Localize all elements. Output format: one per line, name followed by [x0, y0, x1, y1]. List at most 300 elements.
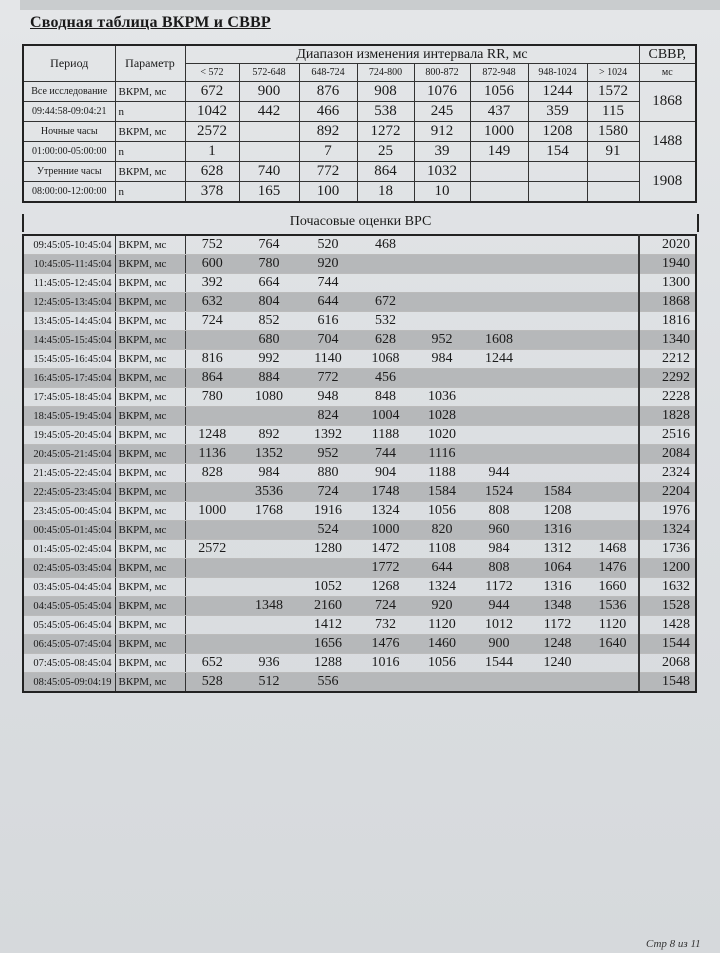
hourly-value: 1412: [299, 616, 357, 635]
hourly-value: [414, 293, 470, 312]
hourly-svvr: 1632: [639, 578, 696, 597]
summary-value: 2572: [185, 122, 239, 142]
hourly-value: [587, 331, 639, 350]
hourly-param: ВКРМ, мс: [115, 654, 185, 673]
hourly-value: 780: [185, 388, 239, 407]
summary-value: 100: [299, 182, 357, 203]
hourly-row: [23, 616, 696, 635]
hourly-value: 952: [299, 445, 357, 464]
hourly-row: [23, 578, 696, 597]
hourly-svvr: 1816: [639, 312, 696, 331]
hourly-row: [23, 597, 696, 616]
hourly-value: [528, 255, 587, 274]
hourly-value: 1280: [299, 540, 357, 559]
hourly-period: 20:45:05-21:45:04: [23, 445, 115, 464]
hourly-value: 920: [299, 255, 357, 274]
hourly-param: ВКРМ, мс: [115, 350, 185, 369]
hourly-period: 01:45:05-02:45:04: [23, 540, 115, 559]
summary-value: 39: [414, 142, 470, 162]
hourly-value: [587, 235, 639, 255]
hourly-row: [23, 673, 696, 693]
summary-row: [23, 182, 696, 203]
hourly-value: 772: [299, 369, 357, 388]
hourly-value: 820: [414, 521, 470, 540]
hourly-value: 1472: [357, 540, 414, 559]
hourly-svvr: 1528: [639, 597, 696, 616]
hourly-value: [470, 426, 528, 445]
hourly-value: [470, 293, 528, 312]
hourly-period: 22:45:05-23:45:04: [23, 483, 115, 502]
hourly-value: 1120: [414, 616, 470, 635]
hourly-value: [587, 464, 639, 483]
hourly-value: [470, 369, 528, 388]
hourly-value: 880: [299, 464, 357, 483]
hourly-row: [23, 654, 696, 673]
hourly-period: 02:45:05-03:45:04: [23, 559, 115, 578]
hourly-value: 556: [299, 673, 357, 693]
hourly-svvr: 2324: [639, 464, 696, 483]
hourly-value: 1172: [528, 616, 587, 635]
hourly-period: 04:45:05-05:45:04: [23, 597, 115, 616]
hourly-value: 1584: [414, 483, 470, 502]
hourly-value: 704: [299, 331, 357, 350]
hourly-value: 1208: [528, 502, 587, 521]
hourly-value: [185, 616, 239, 635]
hourly-value: 944: [470, 597, 528, 616]
hourly-svvr: 1976: [639, 502, 696, 521]
hourly-value: 1000: [185, 502, 239, 521]
hourly-value: 1240: [528, 654, 587, 673]
hourly-period: 10:45:05-11:45:04: [23, 255, 115, 274]
hourly-param: ВКРМ, мс: [115, 483, 185, 502]
summary-row: [23, 82, 696, 102]
page-title: Сводная таблица ВКРМ и СВВР: [30, 14, 271, 31]
hourly-value: 1036: [414, 388, 470, 407]
hourly-value: [185, 635, 239, 654]
hourly-value: 984: [470, 540, 528, 559]
group-name: Все исследование: [23, 82, 115, 102]
summary-value: 25: [357, 142, 414, 162]
hourly-value: [587, 521, 639, 540]
hourly-svvr: 2292: [639, 369, 696, 388]
hourly-row: [23, 235, 696, 255]
hourly-value: [587, 293, 639, 312]
hourly-period: 08:45:05-09:04:19: [23, 673, 115, 693]
hourly-row: [23, 464, 696, 483]
hourly-value: 936: [239, 654, 299, 673]
hourly-value: 456: [357, 369, 414, 388]
hourly-value: 1140: [299, 350, 357, 369]
hourly-value: [587, 502, 639, 521]
hourly-value: 1312: [528, 540, 587, 559]
param-label: ВКРМ, мс: [115, 82, 185, 102]
hourly-value: 744: [357, 445, 414, 464]
hourly-value: 1660: [587, 578, 639, 597]
hourly-param: ВКРМ, мс: [115, 521, 185, 540]
hourly-svvr: 2068: [639, 654, 696, 673]
hourly-value: 1108: [414, 540, 470, 559]
hourly-value: 1056: [414, 502, 470, 521]
hourly-param: ВКРМ, мс: [115, 445, 185, 464]
hourly-value: 1064: [528, 559, 587, 578]
hourly-value: [587, 407, 639, 426]
hourly-param: ВКРМ, мс: [115, 578, 185, 597]
hourly-value: 1468: [587, 540, 639, 559]
hourly-svvr: 1868: [639, 293, 696, 312]
header-range-title: Диапазон изменения интервала RR, мс: [185, 45, 639, 64]
hourly-value: 1120: [587, 616, 639, 635]
hourly-value: [299, 559, 357, 578]
hourly-value: 600: [185, 255, 239, 274]
summary-value: [528, 182, 587, 203]
summary-value: 10: [414, 182, 470, 203]
summary-value: 1: [185, 142, 239, 162]
hourly-value: 664: [239, 274, 299, 293]
hourly-value: 1324: [357, 502, 414, 521]
hourly-value: 1316: [528, 578, 587, 597]
hourly-value: [470, 445, 528, 464]
summary-value: 912: [414, 122, 470, 142]
hourly-value: 864: [185, 369, 239, 388]
hourly-svvr: 2084: [639, 445, 696, 464]
header-svvr-unit: мс: [639, 64, 696, 82]
hourly-svvr: 2516: [639, 426, 696, 445]
hourly-period: 11:45:05-12:45:04: [23, 274, 115, 293]
param-label: ВКРМ, мс: [115, 162, 185, 182]
group-time: 09:44:58-09:04:21: [23, 102, 115, 122]
group-time: 01:00:00-05:00:00: [23, 142, 115, 162]
group-name: Ночные часы: [23, 122, 115, 142]
hourly-value: [587, 445, 639, 464]
summary-value: [528, 162, 587, 182]
hourly-value: 1000: [357, 521, 414, 540]
hourly-svvr: 1940: [639, 255, 696, 274]
hourly-value: [357, 673, 414, 693]
hourly-value: [587, 312, 639, 331]
hourly-period: 14:45:05-15:45:04: [23, 331, 115, 350]
hourly-row: [23, 312, 696, 331]
hourly-period: 15:45:05-16:45:04: [23, 350, 115, 369]
hourly-section-title: Почасовые оценки ВРС: [22, 214, 699, 232]
hourly-value: 816: [185, 350, 239, 369]
hourly-value: [185, 331, 239, 350]
hourly-value: 984: [239, 464, 299, 483]
hourly-row: [23, 502, 696, 521]
hourly-param: ВКРМ, мс: [115, 426, 185, 445]
hourly-value: 468: [357, 235, 414, 255]
hourly-param: ВКРМ, мс: [115, 540, 185, 559]
hourly-row: [23, 407, 696, 426]
summary-row: [23, 142, 696, 162]
hourly-period: 23:45:05-00:45:04: [23, 502, 115, 521]
hourly-value: [185, 597, 239, 616]
hourly-value: [587, 388, 639, 407]
summary-value: 1580: [587, 122, 639, 142]
hourly-value: 1248: [185, 426, 239, 445]
hourly-value: 632: [185, 293, 239, 312]
hourly-param: ВКРМ, мс: [115, 388, 185, 407]
hourly-value: 952: [414, 331, 470, 350]
hourly-value: [528, 350, 587, 369]
hourly-value: 824: [299, 407, 357, 426]
hourly-value: 1188: [357, 426, 414, 445]
hourly-value: 1584: [528, 483, 587, 502]
hourly-value: 644: [299, 293, 357, 312]
hourly-param: ВКРМ, мс: [115, 369, 185, 388]
hourly-value: [587, 274, 639, 293]
hourly-value: 1268: [357, 578, 414, 597]
hourly-value: [470, 235, 528, 255]
hourly-value: 1524: [470, 483, 528, 502]
hourly-value: [414, 255, 470, 274]
summary-row: [23, 162, 696, 182]
summary-value: 7: [299, 142, 357, 162]
hourly-value: 724: [185, 312, 239, 331]
summary-value: 1272: [357, 122, 414, 142]
hourly-row: [23, 635, 696, 654]
hourly-value: 1392: [299, 426, 357, 445]
hourly-value: 2160: [299, 597, 357, 616]
header-param: Параметр: [115, 45, 185, 82]
hourly-svvr: 1544: [639, 635, 696, 654]
hourly-param: ВКРМ, мс: [115, 274, 185, 293]
hourly-row: [23, 293, 696, 312]
group-svvr: 1488: [639, 122, 696, 162]
hourly-row: [23, 369, 696, 388]
hourly-row: [23, 388, 696, 407]
hourly-value: 948: [299, 388, 357, 407]
hourly-row: [23, 483, 696, 502]
summary-value: 1032: [414, 162, 470, 182]
hourly-value: 848: [357, 388, 414, 407]
hourly-row: [23, 350, 696, 369]
group-svvr: 1908: [639, 162, 696, 203]
hourly-value: 680: [239, 331, 299, 350]
hourly-value: 520: [299, 235, 357, 255]
summary-value: 876: [299, 82, 357, 102]
hourly-value: 644: [414, 559, 470, 578]
hourly-value: 904: [357, 464, 414, 483]
summary-value: 772: [299, 162, 357, 182]
hourly-value: [239, 521, 299, 540]
hourly-value: 1476: [587, 559, 639, 578]
hourly-value: [239, 559, 299, 578]
hourly-param: ВКРМ, мс: [115, 559, 185, 578]
hourly-value: 1080: [239, 388, 299, 407]
hourly-value: [587, 673, 639, 693]
hourly-row: [23, 426, 696, 445]
hourly-period: 21:45:05-22:45:04: [23, 464, 115, 483]
hourly-value: 944: [470, 464, 528, 483]
hourly-period: 19:45:05-20:45:04: [23, 426, 115, 445]
hourly-value: 392: [185, 274, 239, 293]
hourly-value: [239, 540, 299, 559]
param-label: ВКРМ, мс: [115, 122, 185, 142]
hourly-param: ВКРМ, мс: [115, 635, 185, 654]
hourly-value: [528, 235, 587, 255]
hourly-value: [414, 274, 470, 293]
hourly-svvr: 1548: [639, 673, 696, 693]
range-header: 648-724: [299, 64, 357, 82]
summary-value: 359: [528, 102, 587, 122]
range-header: 800-872: [414, 64, 470, 82]
summary-header-row: [23, 45, 696, 64]
hourly-period: 03:45:05-04:45:04: [23, 578, 115, 597]
hourly-value: 1772: [357, 559, 414, 578]
hourly-value: [528, 426, 587, 445]
hourly-value: 892: [239, 426, 299, 445]
range-header: 872-948: [470, 64, 528, 82]
summary-value: [239, 142, 299, 162]
range-header: 724-800: [357, 64, 414, 82]
summary-row: [23, 122, 696, 142]
summary-value: 908: [357, 82, 414, 102]
hourly-value: 2572: [185, 540, 239, 559]
hourly-value: [414, 673, 470, 693]
hourly-period: 16:45:05-17:45:04: [23, 369, 115, 388]
hourly-row: [23, 331, 696, 350]
hourly-value: [414, 312, 470, 331]
hourly-svvr: 2204: [639, 483, 696, 502]
hourly-value: 764: [239, 235, 299, 255]
hourly-value: 804: [239, 293, 299, 312]
hourly-value: [587, 350, 639, 369]
header-svvr: СВВР,: [639, 45, 696, 64]
hourly-value: 1016: [357, 654, 414, 673]
hourly-value: [414, 235, 470, 255]
summary-value: [470, 162, 528, 182]
hourly-period: 12:45:05-13:45:04: [23, 293, 115, 312]
hourly-svvr: 1828: [639, 407, 696, 426]
hourly-value: [470, 673, 528, 693]
hourly-value: 616: [299, 312, 357, 331]
hourly-value: [185, 407, 239, 426]
hourly-value: [528, 369, 587, 388]
hourly-svvr: 2020: [639, 235, 696, 255]
range-header: < 572: [185, 64, 239, 82]
summary-value: 378: [185, 182, 239, 203]
hourly-value: 1116: [414, 445, 470, 464]
summary-value: 245: [414, 102, 470, 122]
hourly-value: 900: [470, 635, 528, 654]
hourly-value: 1248: [528, 635, 587, 654]
hourly-param: ВКРМ, мс: [115, 331, 185, 350]
hourly-value: 1460: [414, 635, 470, 654]
summary-value: 1208: [528, 122, 587, 142]
hourly-value: [239, 578, 299, 597]
page-top-edge: [20, 0, 720, 10]
hourly-value: [528, 293, 587, 312]
summary-value: 864: [357, 162, 414, 182]
hourly-value: [587, 369, 639, 388]
hourly-value: 1768: [239, 502, 299, 521]
hourly-param: ВКРМ, мс: [115, 464, 185, 483]
hourly-row: [23, 521, 696, 540]
hourly-value: 1608: [470, 331, 528, 350]
summary-table: [22, 44, 697, 203]
hourly-value: 992: [239, 350, 299, 369]
hourly-value: 884: [239, 369, 299, 388]
hourly-period: 07:45:05-08:45:04: [23, 654, 115, 673]
hourly-value: 1288: [299, 654, 357, 673]
hourly-value: 1012: [470, 616, 528, 635]
hourly-value: 852: [239, 312, 299, 331]
hourly-value: 920: [414, 597, 470, 616]
hourly-value: 1476: [357, 635, 414, 654]
hourly-svvr: 1428: [639, 616, 696, 635]
summary-value: 115: [587, 102, 639, 122]
hourly-value: [357, 274, 414, 293]
hourly-period: 18:45:05-19:45:04: [23, 407, 115, 426]
hourly-value: 724: [299, 483, 357, 502]
hourly-period: 06:45:05-07:45:04: [23, 635, 115, 654]
hourly-value: 1348: [528, 597, 587, 616]
hourly-param: ВКРМ, мс: [115, 597, 185, 616]
group-time: 08:00:00-12:00:00: [23, 182, 115, 203]
hourly-value: [414, 369, 470, 388]
hourly-row: [23, 274, 696, 293]
hourly-param: ВКРМ, мс: [115, 255, 185, 274]
summary-value: [587, 162, 639, 182]
param-label: n: [115, 102, 185, 122]
hourly-value: [239, 407, 299, 426]
hourly-value: 1916: [299, 502, 357, 521]
summary-value: 1244: [528, 82, 587, 102]
hourly-value: 1068: [357, 350, 414, 369]
summary-value: 740: [239, 162, 299, 182]
hourly-value: 528: [185, 673, 239, 693]
hourly-value: 1544: [470, 654, 528, 673]
hourly-value: 724: [357, 597, 414, 616]
hourly-value: [470, 274, 528, 293]
hourly-value: 780: [239, 255, 299, 274]
page-number: Стр 8 из 11: [646, 938, 701, 950]
summary-value: 466: [299, 102, 357, 122]
range-header: 948-1024: [528, 64, 587, 82]
hourly-period: 17:45:05-18:45:04: [23, 388, 115, 407]
hourly-value: 1188: [414, 464, 470, 483]
hourly-value: [587, 483, 639, 502]
hourly-value: [528, 445, 587, 464]
hourly-value: 672: [357, 293, 414, 312]
hourly-value: [470, 312, 528, 331]
hourly-param: ВКРМ, мс: [115, 673, 185, 693]
hourly-value: 512: [239, 673, 299, 693]
hourly-value: [470, 407, 528, 426]
hourly-svvr: 2228: [639, 388, 696, 407]
hourly-svvr: 2212: [639, 350, 696, 369]
hourly-value: [470, 255, 528, 274]
hourly-value: 984: [414, 350, 470, 369]
hourly-value: 1324: [414, 578, 470, 597]
header-period: Период: [23, 45, 115, 82]
summary-value: 1000: [470, 122, 528, 142]
summary-value: 149: [470, 142, 528, 162]
hourly-param: ВКРМ, мс: [115, 293, 185, 312]
param-label: n: [115, 182, 185, 203]
hourly-period: 05:45:05-06:45:04: [23, 616, 115, 635]
hourly-period: 00:45:05-01:45:04: [23, 521, 115, 540]
hourly-value: [587, 255, 639, 274]
group-name: Утренние часы: [23, 162, 115, 182]
hourly-value: [357, 255, 414, 274]
hourly-value: 1004: [357, 407, 414, 426]
hourly-value: 628: [357, 331, 414, 350]
hourly-value: 808: [470, 559, 528, 578]
hourly-value: 1056: [414, 654, 470, 673]
hourly-value: 1316: [528, 521, 587, 540]
hourly-row: [23, 445, 696, 464]
